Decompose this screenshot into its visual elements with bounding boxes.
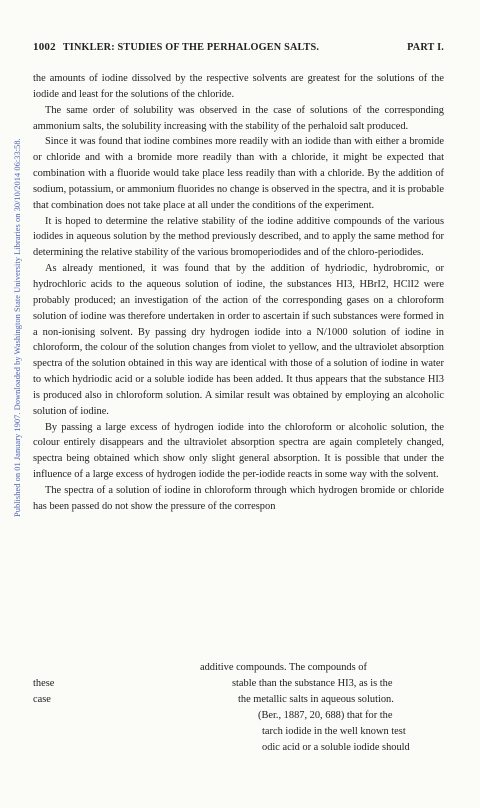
download-watermark (2, 22, 22, 522)
tail-line: additive compounds. The compounds of (200, 662, 367, 673)
article-body (33, 71, 444, 515)
page-number: 1002 (33, 41, 56, 53)
running-title: TINKLER: STUDIES OF THE PERHALOGEN SALTS. (62, 42, 320, 53)
paragraph: the amounts of iodine dissolved by the respective solvents are greatest for the solutions of the iodide and least for the solutions of the chloride. (33, 73, 444, 100)
tail-line: case (33, 694, 51, 705)
part-label: PART I. (407, 42, 444, 53)
tail-line: stable than the substance HI3, as is the (232, 678, 393, 689)
paragraph: Since it was found that iodine combines more readily with an iodide than with either a bromide or chloride and with a bromide more readily than with a chloride, it might be expected that combination with a fluoride would take place less readily than with a chloride. By the addition of sodium, potassium, or ammonium fluorides no change is observed in the spectra, and it is probable that combination does not take place at all under the conditions of the experiment. (33, 136, 444, 211)
paragraph: By passing a large excess of hydrogen iodide into the chloroform or alcoholic solution, the colour entirely disappears and the ultraviolet absorption spectra are again completely changed, spectra being obtained which show only slight general absorption. It is possible that under the influence of a large excess of hydrogen iodide the per-iodide reacts in some way with the solvent. (33, 421, 444, 481)
paragraph: The same order of solubility was observed in the case of solutions of the corresponding ammonium salts, the solubility increasing with the stability of the perhaloid salt produced. (33, 104, 444, 132)
journal-page (33, 41, 444, 515)
tail-line: (Ber., 1887, 20, 688) that for the (258, 710, 393, 721)
paragraph: As already mentioned, it was found that by the addition of hydriodic, hydrobromic, or hydrochloric acids to the aqueous solution of iodine, the substances HI3, HBrI2, HClI2 were probably produced; an investigation of the action of the corresponding gases on a chloroform solution of iodine was therefore undertaken in order to ascertain if such substances were formed in a non-ionising solvent. By passing dry hydrogen iodide into a N/1000 solution of iodine in chloroform, the colour of the solution changes from violet to yellow, and the ultraviolet absorption spectra of the solution obtained in this way are identical with those of a solution of iodine in water to which hydriodic acid or a soluble iodide has been added. It thus appears that the substance HI3 is produced also in chloroform solution. A similar result was obtained by employing an alcoholic solution of iodine. (33, 263, 444, 417)
tail-line: tarch iodide in the well known test (262, 726, 406, 737)
paragraph: The spectra of a solution of iodine in chloroform through which hydrogen bromide or chloride has been passed do not show the pressure of the correspon (33, 484, 444, 512)
paragraph: It is hoped to determine the relative stability of the iodine additive compounds of the various iodides in aqueous solution by the method previously described, and to apply the same method for determining the relative stability of the various bromoperiodides and of the chloro-periodides. (33, 215, 444, 259)
tail-line: these (33, 678, 55, 689)
download-watermark-text: Published on 01 January 1907. Downloaded by Washington State University Libraries on 30/10/2014 06:33:58. (13, 138, 22, 517)
tail-line: odic acid or a soluble iodide should (262, 742, 410, 753)
tail-line: the metallic salts in aqueous solution. (238, 694, 394, 705)
running-header (33, 41, 444, 55)
